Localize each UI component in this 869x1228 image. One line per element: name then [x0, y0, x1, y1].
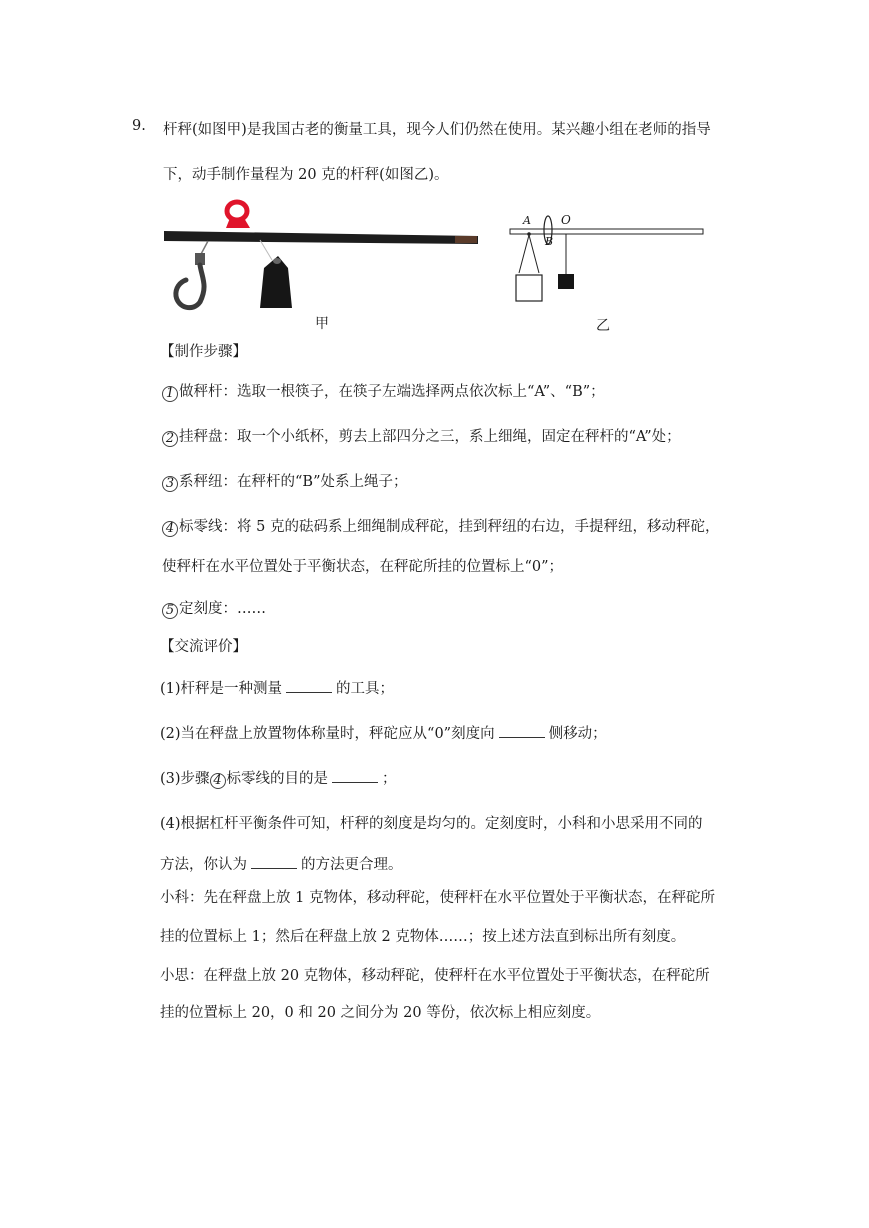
- question-2: (2)当在秤盘上放置物体称量时，秤砣应从“0”刻度向 侧移动；: [160, 722, 607, 743]
- figure-yi: [505, 208, 710, 308]
- figure-yi-caption: 乙: [596, 318, 610, 334]
- question-4: (4)根据杠杆平衡条件可知，杆秤的刻度是均匀的。定刻度时，小科和小思采用不同的: [160, 816, 703, 832]
- figure-jia-caption: 甲: [315, 316, 329, 332]
- xiaosi-method-line-2: 挂的位置标上 20，0 和 20 之间分为 20 等份，依次标上相应刻度。: [160, 1005, 601, 1021]
- step-2-text: 挂秤盘：取一个小纸杯，剪去上部四分之三，系上细绳，固定在秤杆的“A”处；: [179, 429, 681, 445]
- step-1-text: 做秤杆：选取一根筷子，在筷子左端选择两点依次标上“A”、“B”；: [179, 384, 605, 400]
- step-4-number: 4: [162, 521, 178, 537]
- xiaoke-method-line-2: 挂的位置标上 1；然后在秤盘上放 2 克物体……；按上述方法直到标出所有刻度。: [160, 929, 686, 945]
- step-2: [162, 425, 681, 446]
- step-1: [162, 380, 605, 401]
- step-3-number: 3: [162, 476, 178, 492]
- steelyard-diagram: [505, 208, 710, 308]
- step-5-number: 5: [162, 603, 178, 619]
- step-4: [162, 515, 719, 536]
- step-3-text: 系秤纽：在秤杆的“B”处系上绳子；: [179, 474, 408, 490]
- step-5: [162, 597, 266, 618]
- step-4-text: 标零线：将 5 克的砝码系上细绳制成秤砣，挂到秤纽的右边，手提秤纽，移动秤砣，: [179, 519, 720, 535]
- label-b: B: [545, 235, 554, 248]
- step-1-number: 1: [162, 386, 178, 402]
- question-1: (1)杆秤是一种测量 的工具；: [160, 677, 394, 698]
- question-line-1: 杆秤(如图甲)是我国古老的衡量工具，现今人们仍然在使用。某兴趣小组在老师的指导: [163, 122, 711, 138]
- xiaosi-method-line-1: 小思：在秤盘上放 20 克物体，移动秤砣，使秤杆在水平位置处于平衡状态，在秤砣所: [160, 968, 710, 984]
- step-5-text: 定刻度：……: [179, 601, 266, 617]
- answer-blank-2[interactable]: [499, 723, 545, 738]
- evaluation-heading: 【交流评价】: [160, 639, 247, 655]
- xiaoke-method-line-1: 小科：先在秤盘上放 1 克物体，移动秤砣，使秤杆在水平位置处于平衡状态，在秤砣所: [160, 890, 715, 906]
- answer-blank-1[interactable]: [286, 678, 332, 693]
- steps-heading: 【制作步骤】: [160, 344, 247, 360]
- question-4-continued: 方法，你认为 的方法更合理。: [160, 853, 403, 874]
- question-3: (3)步骤 4 标零线的目的是 ；: [160, 767, 397, 788]
- answer-blank-4[interactable]: [251, 854, 297, 869]
- label-o: O: [561, 213, 571, 227]
- step-3: [162, 470, 407, 491]
- step-2-number: 2: [162, 431, 178, 447]
- label-a: A: [523, 214, 531, 227]
- question-number: 9.: [132, 118, 146, 134]
- step-4-continued: 使秤杆在水平位置处于平衡状态，在秤砣所挂的位置标上“0”；: [162, 559, 564, 575]
- question-line-2: 下，动手制作量程为 20 克的杆秤(如图乙)。: [163, 167, 449, 183]
- step-ref-number: 4: [210, 773, 226, 789]
- answer-blank-3[interactable]: [332, 768, 378, 783]
